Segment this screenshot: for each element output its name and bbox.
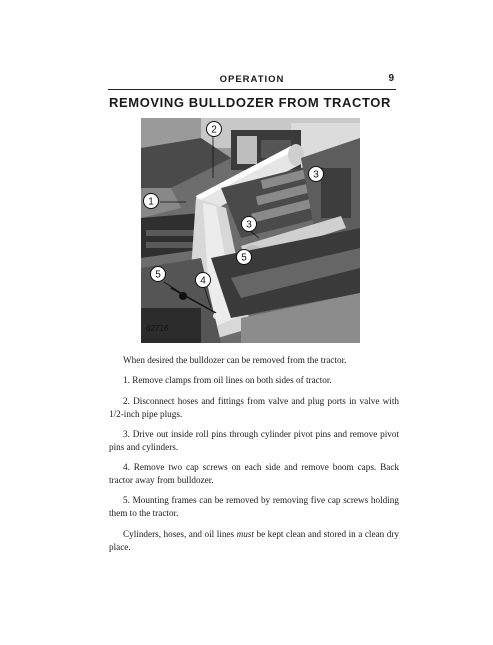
step-4: 4. Remove two cap screws on each side and remove boom caps. Back tractor away from bulldozer. <box>109 462 399 486</box>
photo-number: 62716 <box>146 324 169 333</box>
closing-emphasis: must <box>236 528 254 539</box>
header-title: OPERATION <box>219 74 285 85</box>
step-2: 2. Disconnect hoses and fittings from valve and plug ports in valve with 1/2-inch pipe plugs. <box>109 395 399 419</box>
callout-5-mid-label: 5 <box>241 252 247 264</box>
callout-3-top <box>309 167 324 182</box>
callout-3-top-label: 3 <box>313 169 319 181</box>
page-header <box>108 73 396 90</box>
callout-layer <box>141 118 360 343</box>
callout-5-mid <box>237 250 252 265</box>
tractor-photo <box>141 118 360 343</box>
callout-4 <box>196 273 211 288</box>
callout-3-mid-label: 3 <box>246 219 252 231</box>
closing-text-start: Cylinders, hoses, and oil lines <box>123 528 237 539</box>
callout-4-label: 4 <box>200 275 206 287</box>
step-1: 1. Remove clamps from oil lines on both sides of tractor. <box>123 375 332 386</box>
instructions-body <box>109 354 399 561</box>
callout-2 <box>207 122 222 137</box>
page-number: 9 <box>388 73 394 84</box>
step-3: 3. Drive out inside roll pins through cylinder pivot pins and remove pivot pins and cylinders. <box>109 428 399 452</box>
step-5: 5. Mounting frames can be removed by removing five cap screws holding them to the tractor. <box>109 495 399 519</box>
callout-1-label: 1 <box>148 196 154 208</box>
section-title: REMOVING BULLDOZER FROM TRACTOR <box>109 95 391 110</box>
closing-text-end: be kept clean and stored in a clean dry place. <box>109 528 399 552</box>
callout-1 <box>144 194 159 209</box>
callout-3-mid <box>242 217 257 232</box>
closing-paragraph <box>109 528 399 554</box>
callout-5-low-label: 5 <box>155 269 161 281</box>
callout-5-low <box>151 267 166 282</box>
intro-paragraph: When desired the bulldozer can be removed from the tractor. <box>123 355 347 365</box>
callout-2-label: 2 <box>211 124 217 136</box>
